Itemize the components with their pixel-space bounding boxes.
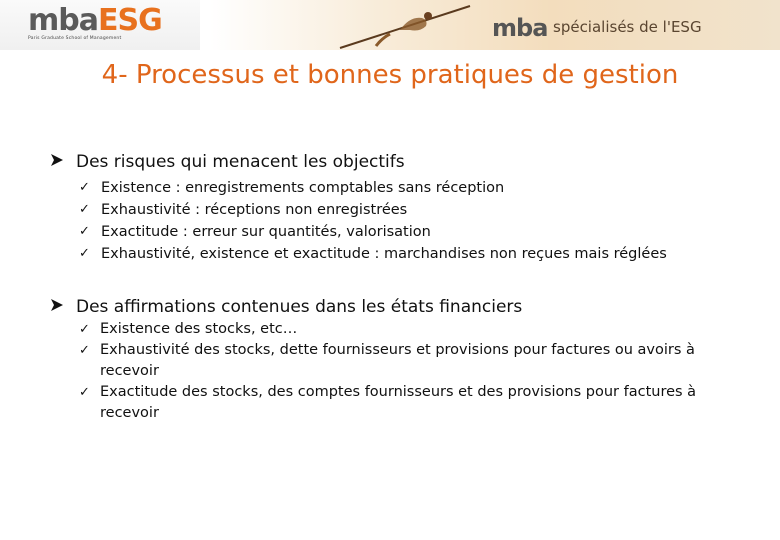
- section-heading-text: Des affirmations contenues dans les états financiers: [76, 297, 523, 317]
- section-heading: [50, 297, 750, 317]
- checkmark-icon: ✓: [79, 224, 90, 239]
- list-item: [76, 199, 667, 221]
- list-item: [76, 382, 736, 424]
- checkmark-icon: ✓: [79, 202, 90, 217]
- logo-mba-text: mba: [28, 3, 98, 38]
- list-item-text: Exactitude des stocks, des comptes fournisseurs et des provisions pour factures à recevoir: [100, 384, 697, 421]
- header-banner: [210, 0, 780, 50]
- arrow-bullet-icon: [50, 152, 64, 172]
- section-risks: [50, 152, 667, 265]
- arrow-bullet-icon: [50, 297, 64, 317]
- list-item: [76, 340, 736, 382]
- list-item-text: Existence : enregistrements comptables sans réception: [101, 180, 505, 196]
- section-heading: [50, 152, 667, 172]
- risk-list: [76, 177, 667, 265]
- checkmark-icon: ✓: [79, 385, 90, 400]
- list-item: [76, 221, 667, 243]
- list-item-text: Exactitude : erreur sur quantités, valorisation: [101, 224, 431, 240]
- list-item: [76, 177, 667, 199]
- checkmark-icon: ✓: [79, 322, 90, 337]
- mbaesg-logo: [0, 0, 200, 50]
- list-item-text: Exhaustivité : réceptions non enregistrées: [101, 202, 408, 218]
- assertion-list: [76, 319, 736, 424]
- header: [0, 0, 780, 50]
- checkmark-icon: ✓: [79, 180, 90, 195]
- logo-tagline: Paris Graduate School of Management: [28, 36, 122, 41]
- list-item-text: Exhaustivité, existence et exactitude : marchandises non reçues mais réglées: [101, 246, 667, 262]
- section-heading-text: Des risques qui menacent les objectifs: [76, 152, 405, 172]
- list-item: [76, 243, 667, 265]
- checkmark-icon: ✓: [79, 343, 90, 358]
- slide-title: 4- Processus et bonnes pratiques de gestion: [101, 60, 679, 90]
- banner-tagline: spécialisés de l'ESG: [553, 18, 702, 36]
- list-item-text: Existence des stocks, etc…: [100, 321, 298, 337]
- logo-wordmark: [28, 3, 162, 38]
- pole-vaulter-icon: [330, 0, 480, 50]
- checkmark-icon: ✓: [79, 246, 90, 261]
- banner-mba-logo: mba: [492, 14, 548, 42]
- list-item: [76, 319, 736, 340]
- list-item-text: Exhaustivité des stocks, dette fournisseurs et provisions pour factures ou avoirs à recevoir: [100, 342, 695, 379]
- logo-esg-text: ESG: [97, 3, 162, 38]
- section-assertions: [50, 297, 750, 424]
